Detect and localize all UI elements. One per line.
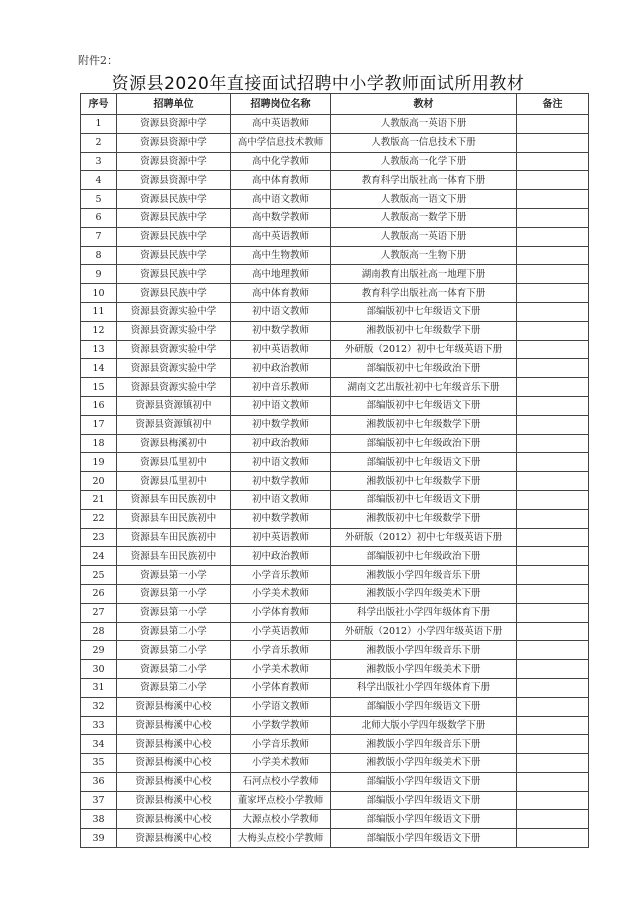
cell-remarks (517, 829, 589, 848)
table-row (81, 265, 589, 284)
cell-position: 高中生物教师 (231, 246, 331, 265)
cell-index: 11 (81, 302, 117, 321)
cell-remarks (517, 603, 589, 622)
cell-remarks (517, 547, 589, 566)
cell-index: 15 (81, 378, 117, 397)
cell-remarks (517, 265, 589, 284)
cell-index: 31 (81, 678, 117, 697)
cell-remarks (517, 378, 589, 397)
cell-unit: 资源县资源实验中学 (117, 359, 231, 378)
cell-position: 小学语文教师 (231, 697, 331, 716)
cell-position: 初中数学教师 (231, 509, 331, 528)
cell-index: 29 (81, 641, 117, 660)
header-position: 招聘岗位名称 (231, 94, 331, 115)
cell-remarks (517, 434, 589, 453)
cell-textbook: 湘教版初中七年级数学下册 (331, 321, 517, 340)
cell-remarks (517, 810, 589, 829)
cell-position: 初中语文教师 (231, 490, 331, 509)
cell-index: 1 (81, 115, 117, 134)
cell-position: 小学美术教师 (231, 754, 331, 773)
cell-textbook: 外研版（2012）初中七年级英语下册 (331, 340, 517, 359)
cell-remarks (517, 171, 589, 190)
cell-textbook: 湘教版初中七年级数学下册 (331, 472, 517, 491)
cell-textbook: 部编版小学四年级语文下册 (331, 810, 517, 829)
cell-remarks (517, 735, 589, 754)
table-row (81, 378, 589, 397)
cell-position: 高中英语教师 (231, 227, 331, 246)
cell-position: 小学音乐教师 (231, 641, 331, 660)
cell-unit: 资源县第二小学 (117, 678, 231, 697)
cell-textbook: 部编版小学四年级语文下册 (331, 697, 517, 716)
cell-index: 9 (81, 265, 117, 284)
cell-remarks (517, 622, 589, 641)
cell-position: 小学数学教师 (231, 716, 331, 735)
cell-position: 高中英语教师 (231, 115, 331, 134)
cell-position: 初中政治教师 (231, 434, 331, 453)
cell-textbook: 湖南教育出版社高一地理下册 (331, 265, 517, 284)
cell-unit: 资源县车田民族初中 (117, 509, 231, 528)
cell-unit: 资源县梅溪中心校 (117, 810, 231, 829)
cell-remarks (517, 133, 589, 152)
table-row (81, 509, 589, 528)
cell-unit: 资源县资源实验中学 (117, 321, 231, 340)
cell-position: 小学美术教师 (231, 660, 331, 679)
cell-remarks (517, 641, 589, 660)
table-row (81, 434, 589, 453)
cell-position: 初中英语教师 (231, 340, 331, 359)
table-row (81, 190, 589, 209)
cell-textbook: 教育科学出版社高一体育下册 (331, 171, 517, 190)
table-row (81, 791, 589, 810)
cell-index: 23 (81, 528, 117, 547)
cell-unit: 资源县车田民族初中 (117, 547, 231, 566)
cell-remarks (517, 208, 589, 227)
cell-index: 36 (81, 772, 117, 791)
cell-remarks (517, 321, 589, 340)
cell-unit: 资源县民族中学 (117, 265, 231, 284)
table-row (81, 754, 589, 773)
cell-index: 19 (81, 453, 117, 472)
table-row (81, 246, 589, 265)
cell-index: 33 (81, 716, 117, 735)
table-row (81, 566, 589, 585)
cell-unit: 资源县梅溪中心校 (117, 735, 231, 754)
cell-index: 8 (81, 246, 117, 265)
cell-unit: 资源县梅溪中心校 (117, 697, 231, 716)
cell-textbook: 部编版小学四年级语文下册 (331, 791, 517, 810)
cell-index: 35 (81, 754, 117, 773)
cell-unit: 资源县资源实验中学 (117, 378, 231, 397)
cell-textbook: 人教版高一数学下册 (331, 208, 517, 227)
cell-textbook: 外研版（2012）初中七年级英语下册 (331, 528, 517, 547)
table-row (81, 678, 589, 697)
cell-unit: 资源县车田民族初中 (117, 528, 231, 547)
cell-remarks (517, 340, 589, 359)
cell-position: 初中数学教师 (231, 415, 331, 434)
cell-position: 小学英语教师 (231, 622, 331, 641)
table-row (81, 302, 589, 321)
cell-unit: 资源县民族中学 (117, 284, 231, 303)
cell-index: 27 (81, 603, 117, 622)
cell-unit: 资源县第二小学 (117, 641, 231, 660)
cell-position: 小学美术教师 (231, 584, 331, 603)
table-row (81, 584, 589, 603)
cell-unit: 资源县瓜里初中 (117, 453, 231, 472)
cell-position: 初中政治教师 (231, 359, 331, 378)
cell-index: 22 (81, 509, 117, 528)
cell-textbook: 科学出版社小学四年级体育下册 (331, 603, 517, 622)
cell-index: 3 (81, 152, 117, 171)
cell-index: 5 (81, 190, 117, 209)
table-row (81, 227, 589, 246)
cell-position: 高中语文教师 (231, 190, 331, 209)
cell-textbook: 人教版高一化学下册 (331, 152, 517, 171)
cell-unit: 资源县民族中学 (117, 246, 231, 265)
cell-unit: 资源县梅溪初中 (117, 434, 231, 453)
table-row (81, 152, 589, 171)
cell-index: 20 (81, 472, 117, 491)
cell-remarks (517, 227, 589, 246)
cell-textbook: 北师大版小学四年级数学下册 (331, 716, 517, 735)
cell-index: 7 (81, 227, 117, 246)
header-unit: 招聘单位 (117, 94, 231, 115)
cell-index: 16 (81, 396, 117, 415)
cell-position: 高中化学教师 (231, 152, 331, 171)
cell-position: 大源点校小学教师 (231, 810, 331, 829)
cell-remarks (517, 302, 589, 321)
table-row (81, 208, 589, 227)
cell-index: 28 (81, 622, 117, 641)
cell-unit: 资源县民族中学 (117, 227, 231, 246)
table-row (81, 284, 589, 303)
table-row (81, 716, 589, 735)
table-row (81, 622, 589, 641)
cell-textbook: 湘教版小学四年级美术下册 (331, 660, 517, 679)
table-row (81, 641, 589, 660)
cell-index: 6 (81, 208, 117, 227)
cell-position: 初中语文教师 (231, 396, 331, 415)
cell-remarks (517, 284, 589, 303)
cell-textbook: 部编版初中七年级政治下册 (331, 547, 517, 566)
table-row (81, 396, 589, 415)
cell-remarks (517, 490, 589, 509)
cell-index: 25 (81, 566, 117, 585)
cell-remarks (517, 697, 589, 716)
cell-textbook: 湘教版小学四年级美术下册 (331, 754, 517, 773)
cell-index: 17 (81, 415, 117, 434)
cell-index: 2 (81, 133, 117, 152)
cell-index: 37 (81, 791, 117, 810)
cell-unit: 资源县梅溪中心校 (117, 829, 231, 848)
cell-unit: 资源县资源中学 (117, 152, 231, 171)
cell-textbook: 外研版（2012）小学四年级英语下册 (331, 622, 517, 641)
cell-position: 初中数学教师 (231, 321, 331, 340)
cell-position: 初中政治教师 (231, 547, 331, 566)
textbook-table (80, 93, 589, 848)
cell-index: 21 (81, 490, 117, 509)
cell-position: 高中体育教师 (231, 284, 331, 303)
cell-index: 12 (81, 321, 117, 340)
cell-unit: 资源县第一小学 (117, 566, 231, 585)
cell-unit: 资源县梅溪中心校 (117, 772, 231, 791)
cell-position: 初中数学教师 (231, 472, 331, 491)
cell-position: 董家坪点校小学教师 (231, 791, 331, 810)
cell-position: 初中语文教师 (231, 453, 331, 472)
cell-remarks (517, 190, 589, 209)
cell-position: 初中语文教师 (231, 302, 331, 321)
cell-textbook: 部编版小学四年级语文下册 (331, 772, 517, 791)
cell-textbook: 部编版初中七年级语文下册 (331, 302, 517, 321)
cell-position: 石河点校小学教师 (231, 772, 331, 791)
cell-textbook: 湖南文艺出版社初中七年级音乐下册 (331, 378, 517, 397)
cell-index: 38 (81, 810, 117, 829)
cell-textbook: 科学出版社小学四年级体育下册 (331, 678, 517, 697)
cell-unit: 资源县资源镇初中 (117, 415, 231, 434)
cell-unit: 资源县梅溪中心校 (117, 791, 231, 810)
table-header-row (81, 94, 589, 115)
cell-textbook: 部编版初中七年级政治下册 (331, 359, 517, 378)
cell-remarks (517, 509, 589, 528)
cell-textbook: 湘教版小学四年级音乐下册 (331, 735, 517, 754)
table-row (81, 453, 589, 472)
cell-index: 24 (81, 547, 117, 566)
cell-index: 30 (81, 660, 117, 679)
cell-textbook: 湘教版小学四年级音乐下册 (331, 641, 517, 660)
cell-index: 34 (81, 735, 117, 754)
cell-index: 18 (81, 434, 117, 453)
cell-remarks (517, 791, 589, 810)
cell-index: 4 (81, 171, 117, 190)
table-row (81, 359, 589, 378)
cell-position: 小学音乐教师 (231, 566, 331, 585)
cell-position: 小学体育教师 (231, 603, 331, 622)
cell-remarks (517, 415, 589, 434)
cell-unit: 资源县资源实验中学 (117, 340, 231, 359)
cell-unit: 资源县第一小学 (117, 603, 231, 622)
cell-textbook: 人教版高一语文下册 (331, 190, 517, 209)
cell-remarks (517, 359, 589, 378)
cell-textbook: 湘教版初中七年级数学下册 (331, 509, 517, 528)
table-row (81, 660, 589, 679)
cell-textbook: 部编版初中七年级语文下册 (331, 490, 517, 509)
table-row (81, 735, 589, 754)
cell-index: 13 (81, 340, 117, 359)
table-row (81, 321, 589, 340)
header-textbook: 教材 (331, 94, 517, 115)
cell-remarks (517, 772, 589, 791)
page-title: 资源县2020年直接面试招聘中小学教师面试所用教材 (111, 74, 525, 94)
table-row (81, 697, 589, 716)
cell-textbook: 人教版高一英语下册 (331, 115, 517, 134)
header-remarks: 备注 (517, 94, 589, 115)
cell-unit: 资源县资源中学 (117, 133, 231, 152)
cell-remarks (517, 660, 589, 679)
cell-unit: 资源县梅溪中心校 (117, 716, 231, 735)
table-row (81, 829, 589, 848)
cell-position: 高中数学教师 (231, 208, 331, 227)
cell-position: 初中音乐教师 (231, 378, 331, 397)
header-index: 序号 (81, 94, 117, 115)
cell-textbook: 人教版高一英语下册 (331, 227, 517, 246)
cell-index: 39 (81, 829, 117, 848)
table-body (81, 115, 589, 848)
cell-position: 小学体育教师 (231, 678, 331, 697)
table-row (81, 340, 589, 359)
cell-unit: 资源县车田民族初中 (117, 490, 231, 509)
cell-unit: 资源县民族中学 (117, 190, 231, 209)
cell-textbook: 部编版初中七年级语文下册 (331, 453, 517, 472)
table-row (81, 415, 589, 434)
cell-position: 高中学信息技术教师 (231, 133, 331, 152)
table-row (81, 603, 589, 622)
cell-textbook: 人教版高一生物下册 (331, 246, 517, 265)
table-row (81, 133, 589, 152)
table-row (81, 528, 589, 547)
cell-index: 32 (81, 697, 117, 716)
cell-remarks (517, 246, 589, 265)
cell-textbook: 湘教版初中七年级数学下册 (331, 415, 517, 434)
cell-unit: 资源县资源镇初中 (117, 396, 231, 415)
cell-textbook: 教育科学出版社高一体育下册 (331, 284, 517, 303)
cell-remarks (517, 566, 589, 585)
attachment-label: 附件2： (78, 54, 118, 67)
cell-textbook: 人教版高一信息技术下册 (331, 133, 517, 152)
cell-index: 26 (81, 584, 117, 603)
cell-unit: 资源县民族中学 (117, 208, 231, 227)
cell-unit: 资源县第二小学 (117, 622, 231, 641)
cell-index: 10 (81, 284, 117, 303)
cell-remarks (517, 115, 589, 134)
cell-unit: 资源县资源中学 (117, 171, 231, 190)
table-row (81, 772, 589, 791)
cell-index: 14 (81, 359, 117, 378)
cell-remarks (517, 528, 589, 547)
cell-textbook: 部编版初中七年级语文下册 (331, 396, 517, 415)
cell-unit: 资源县瓜里初中 (117, 472, 231, 491)
cell-unit: 资源县第二小学 (117, 660, 231, 679)
cell-remarks (517, 152, 589, 171)
table-row (81, 810, 589, 829)
cell-position: 高中地理教师 (231, 265, 331, 284)
cell-textbook: 部编版初中七年级政治下册 (331, 434, 517, 453)
cell-remarks (517, 678, 589, 697)
table-row (81, 472, 589, 491)
table-row (81, 490, 589, 509)
cell-position: 高中体育教师 (231, 171, 331, 190)
cell-textbook: 部编版小学四年级语文下册 (331, 829, 517, 848)
cell-unit: 资源县资源中学 (117, 115, 231, 134)
cell-remarks (517, 472, 589, 491)
cell-remarks (517, 584, 589, 603)
cell-unit: 资源县梅溪中心校 (117, 754, 231, 773)
cell-position: 初中英语教师 (231, 528, 331, 547)
cell-unit: 资源县资源实验中学 (117, 302, 231, 321)
table-row (81, 115, 589, 134)
cell-remarks (517, 396, 589, 415)
cell-unit: 资源县第一小学 (117, 584, 231, 603)
cell-textbook: 湘教版小学四年级美术下册 (331, 584, 517, 603)
table-row (81, 547, 589, 566)
cell-remarks (517, 716, 589, 735)
cell-remarks (517, 453, 589, 472)
cell-position: 大梅头点校小学教师 (231, 829, 331, 848)
table-row (81, 171, 589, 190)
cell-remarks (517, 754, 589, 773)
cell-position: 小学音乐教师 (231, 735, 331, 754)
cell-textbook: 湘教版小学四年级音乐下册 (331, 566, 517, 585)
